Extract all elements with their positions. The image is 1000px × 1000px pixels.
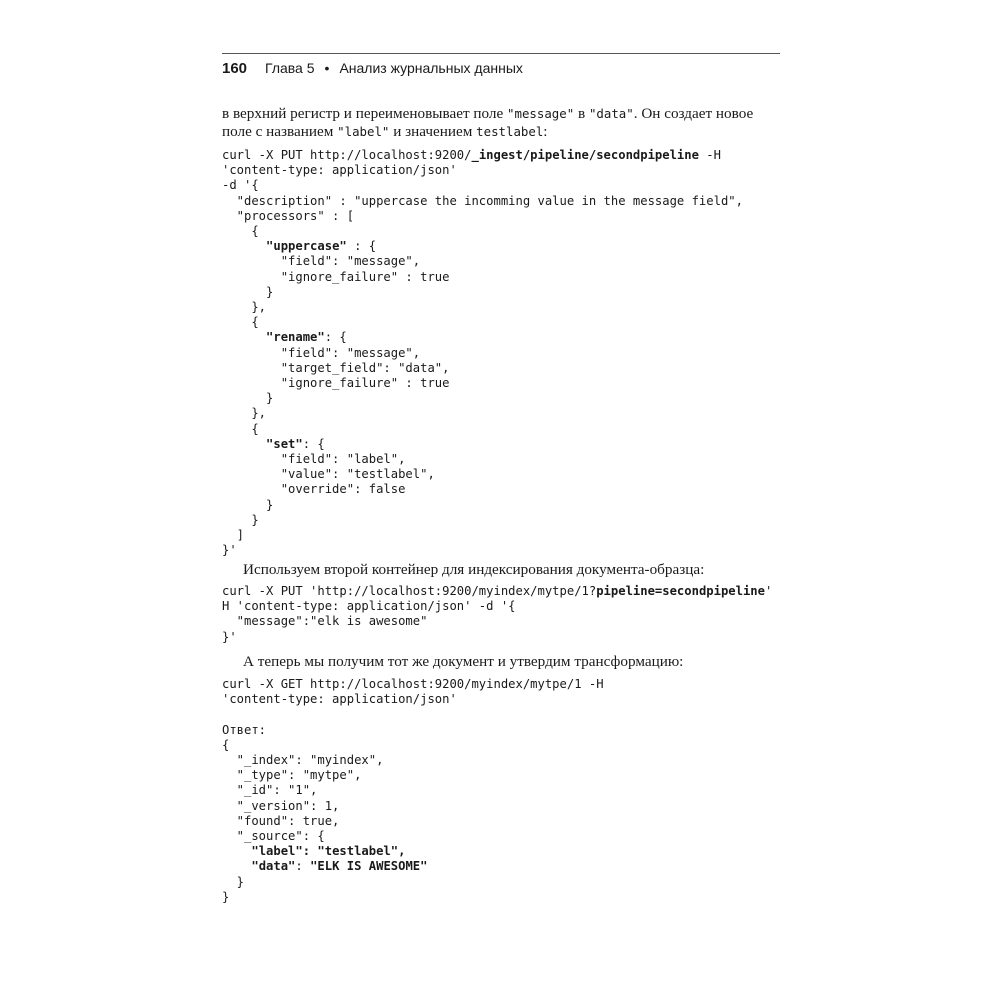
header-bullet: • xyxy=(324,60,330,76)
intro-line-1: в верхний регистр и переименовывает поле "message" в "data". Он создает новое xyxy=(222,105,754,122)
intro-line-2: поле с названием "label" и значением testlabel: xyxy=(222,123,548,140)
chapter-label: Глава 5 xyxy=(265,60,315,76)
inline-code: "label" xyxy=(337,124,390,139)
header-rule xyxy=(222,53,780,54)
inline-code: "message" xyxy=(507,106,575,121)
paragraph-index-sample: Используем второй контейнер для индексирования документа-образца: xyxy=(243,561,705,578)
chapter-title: Анализ журнальных данных xyxy=(339,60,523,76)
inline-code: "data" xyxy=(588,106,634,121)
code-block-index: curl -X PUT 'http://localhost:9200/myindex/mytpe/1?pipeline=secondpipeline' H 'content-type: application/json' -d '{ "message":"elk is awesome" }' xyxy=(222,584,773,644)
inline-code: testlabel xyxy=(476,124,544,139)
paragraph-get-document: А теперь мы получим тот же документ и утвердим трансформацию: xyxy=(243,653,684,670)
code-block-pipeline: curl -X PUT http://localhost:9200/_ingest/pipeline/secondpipeline -H 'content-type: application/json' -d '{ "description" : "uppercase the incomming value in the message field", "processors" : [ { "uppercase" : { "field": "message", "ignore_failure" : true } }, { "rename": { "field": "message", "target_field": "data", "ignore_failure" : true } }, { "set": { "field": "label", "value": "testlabel", "override": false } } ] }' xyxy=(222,148,743,558)
running-header xyxy=(222,60,523,80)
code-block-get: curl -X GET http://localhost:9200/myindex/mytpe/1 -H 'content-type: application/json' Ответ: { "_index": "myindex", "_type": "mytpe", "_id": "1", "_version": 1, "found": true, "_source": { "label": "testlabel", "data": "ELK IS AWESOME" } } xyxy=(222,677,604,904)
page-number: 160 xyxy=(222,60,248,77)
intro-paragraph xyxy=(222,105,782,141)
